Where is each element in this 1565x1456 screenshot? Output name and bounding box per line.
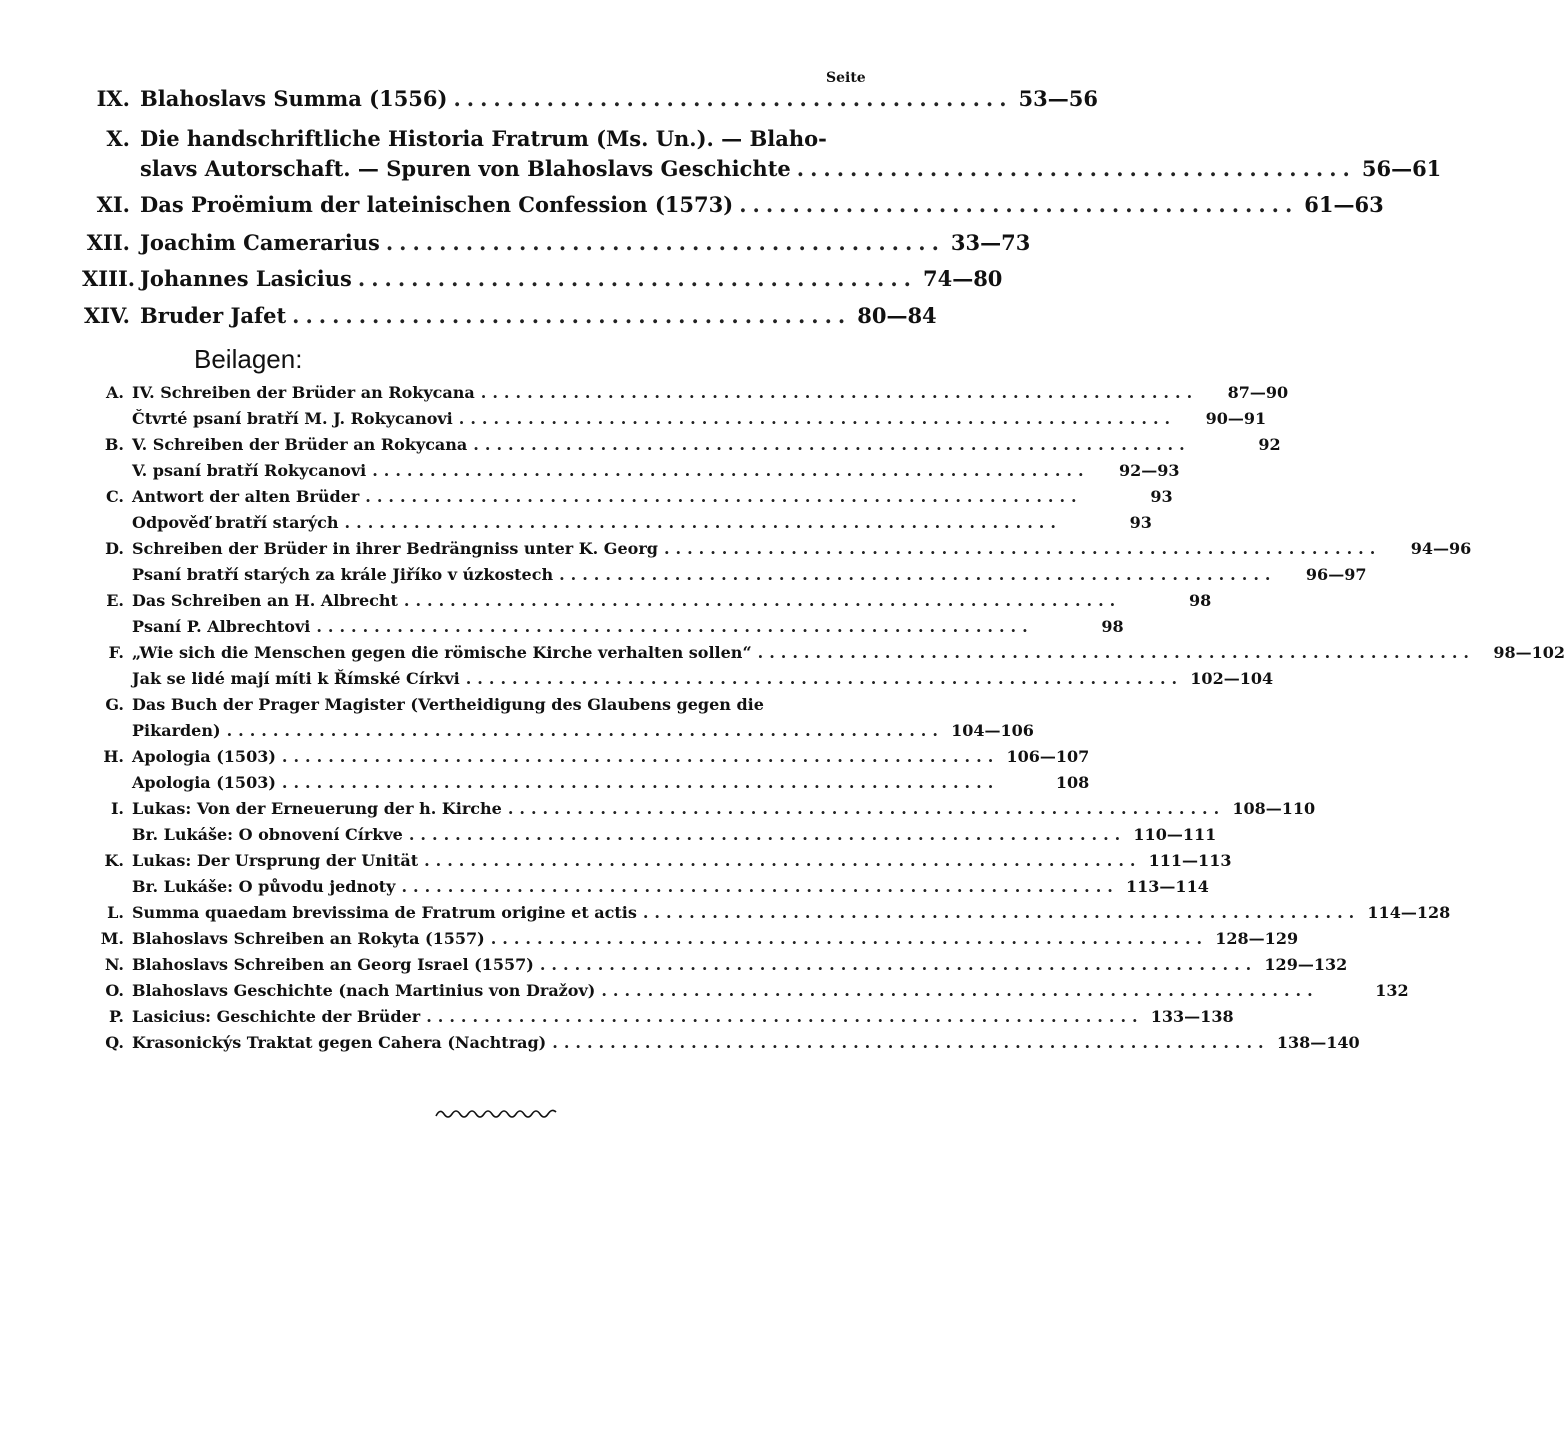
supplement-letter: P. xyxy=(109,1007,124,1026)
supplement-pages: 90—91 xyxy=(1205,409,1267,428)
leader-dots: .............................................................. xyxy=(642,903,1361,922)
supplements-heading: Beilagen: xyxy=(194,344,303,374)
leader-dots: .............................................................. xyxy=(757,643,1475,662)
supplement-row xyxy=(98,903,1451,922)
chapter-title: Die handschriftliche Historia Fratrum (Ms. Un.). — Blaho- xyxy=(140,126,827,151)
supplement-pages: 98 xyxy=(1101,617,1124,636)
supplement-row xyxy=(98,1007,1234,1026)
supplement-row xyxy=(98,461,1180,480)
supplement-row xyxy=(98,799,1316,818)
leader-dots: .............................................................. xyxy=(465,669,1184,688)
supplement-letter: C. xyxy=(105,487,124,506)
chapter-number: XI. xyxy=(96,192,130,217)
supplement-pages: 93 xyxy=(1129,513,1152,532)
supplement-pages: 128—129 xyxy=(1215,929,1299,948)
supplement-pages: 93 xyxy=(1150,487,1173,506)
supplement-row xyxy=(98,435,1281,454)
supplement-title-cont: Pikarden) xyxy=(132,721,221,740)
chapter-number: IX. xyxy=(96,86,130,111)
leader-dots: .............................................................. xyxy=(473,435,1191,454)
supplement-letter: K. xyxy=(104,851,124,870)
supplement-title: Psaní bratří starých za krále Jiříko v úzkostech xyxy=(132,565,554,584)
leader-dots: .......................................... xyxy=(796,156,1356,181)
leader-dots: .............................................................. xyxy=(226,721,944,740)
leader-dots: .............................................................. xyxy=(539,955,1258,974)
supplement-row xyxy=(98,773,1090,792)
supplement-row xyxy=(98,981,1409,1000)
leader-dots: .............................................................. xyxy=(490,929,1209,948)
supplement-row xyxy=(98,591,1212,610)
supplement-row xyxy=(98,383,1289,402)
supplement-pages: 92 xyxy=(1258,435,1281,454)
chapter-row-x xyxy=(82,126,878,151)
chapter-number: XIV. xyxy=(83,303,130,328)
supplement-pages: 98 xyxy=(1188,591,1212,610)
supplement-title: „Wie sich die Menschen gegen die römische Kirche verhalten sollen“ xyxy=(132,643,752,662)
supplement-pages: 108 xyxy=(1055,773,1090,792)
chapter-pages: 74—80 xyxy=(922,266,1003,291)
supplement-title: V. psaní bratří Rokycanovi xyxy=(132,461,367,480)
supplement-row xyxy=(98,955,1348,974)
supplement-title: IV. Schreiben der Brüder an Rokycana xyxy=(132,383,475,402)
supplement-row xyxy=(98,539,1472,558)
supplement-letter: M. xyxy=(100,929,124,948)
chapter-title: Blahoslavs Summa (1556) xyxy=(140,86,448,111)
supplement-title: Das Buch der Prager Magister (Vertheidigung des Glaubens gegen die xyxy=(132,695,764,714)
chapter-number: X. xyxy=(106,126,130,151)
chapter-pages: 33—73 xyxy=(950,230,1031,255)
leader-dots: .............................................................. xyxy=(403,591,1122,610)
chapter-row-xii xyxy=(82,230,1031,255)
supplement-row xyxy=(98,487,1173,506)
supplement-title: Apologia (1503) xyxy=(132,773,276,792)
supplement-title: V. Schreiben der Brüder an Rokycana xyxy=(132,435,468,454)
supplement-letter: I. xyxy=(110,799,124,818)
supplement-title: Psaní P. Albrechtovi xyxy=(132,617,311,636)
supplement-row xyxy=(98,409,1267,428)
supplement-pages: 106—107 xyxy=(1006,747,1090,766)
supplement-title: Blahoslavs Schreiben an Georg Israel (1557) xyxy=(132,955,534,974)
supplement-row xyxy=(98,695,878,714)
supplement-pages: 111—113 xyxy=(1148,851,1232,870)
supplement-pages: 110—111 xyxy=(1133,825,1217,844)
leader-dots: .............................................................. xyxy=(426,1007,1144,1026)
supplement-letter: L. xyxy=(107,903,124,922)
chapter-row-xiv xyxy=(82,303,937,328)
chapter-title: Das Proëmium der lateinischen Confession (1573) xyxy=(140,192,734,217)
chapter-title: Johannes Lasicius xyxy=(140,266,352,291)
supplement-row xyxy=(98,825,1217,844)
leader-dots: .......................................... xyxy=(357,266,917,291)
chapter-row-ix xyxy=(82,86,1098,111)
leader-dots: .............................................................. xyxy=(507,799,1226,818)
supplement-row xyxy=(98,1033,1360,1052)
leader-dots: .......................................... xyxy=(453,86,1013,111)
chapter-row-xi xyxy=(82,192,1384,217)
supplement-title: Lasicius: Geschichte der Brüder xyxy=(132,1007,421,1026)
supplement-title: Odpověď bratří starých xyxy=(132,513,339,532)
supplement-title: Schreiben der Brüder in ihrer Bedrängniss unter K. Georg xyxy=(132,539,658,558)
page-column-label: Seite xyxy=(826,70,866,86)
supplement-letter: N. xyxy=(104,955,124,974)
leader-dots: .............................................................. xyxy=(372,461,1090,480)
supplement-title: Blahoslavs Schreiben an Rokyta (1557) xyxy=(132,929,485,948)
leader-dots: .............................................................. xyxy=(663,539,1382,558)
supplement-row xyxy=(98,643,1565,662)
supplement-title: Čtvrté psaní bratří M. J. Rokycanovi xyxy=(132,409,453,428)
leader-dots: .......................................... xyxy=(739,192,1299,217)
supplement-pages: 132 xyxy=(1375,981,1409,1000)
wavy-ornament xyxy=(434,1106,562,1120)
supplement-title: Antwort der alten Brüder xyxy=(132,487,360,506)
supplement-title: Br. Lukáše: O obnovení Církve xyxy=(132,825,403,844)
supplement-title: Blahoslavs Geschichte (nach Martinius von Dražov) xyxy=(132,981,596,1000)
chapter-pages: 56—61 xyxy=(1361,156,1442,181)
leader-dots: .............................................................. xyxy=(480,383,1199,402)
supplement-letter: Q. xyxy=(105,1033,124,1052)
leader-dots: .............................................................. xyxy=(552,1033,1270,1052)
supplement-title: Br. Lukáše: O původu jednoty xyxy=(132,877,396,896)
supplement-title: Summa quaedam brevissima de Fratrum origine et actis xyxy=(132,903,637,922)
supplement-letter: H. xyxy=(103,747,124,766)
supplement-row xyxy=(98,851,1232,870)
leader-dots: .............................................................. xyxy=(424,851,1142,870)
chapter-pages: 61—63 xyxy=(1304,192,1384,217)
supplement-letter: A. xyxy=(106,383,124,402)
supplement-row xyxy=(98,565,1367,584)
leader-dots: .......................................... xyxy=(385,230,945,255)
supplement-letter: E. xyxy=(106,591,124,610)
leader-dots: .............................................................. xyxy=(601,981,1319,1000)
supplement-pages: 114—128 xyxy=(1367,903,1451,922)
chapter-title: Bruder Jafet xyxy=(140,303,287,328)
supplement-pages: 108—110 xyxy=(1232,799,1316,818)
supplement-pages: 113—114 xyxy=(1126,877,1209,896)
supplement-pages: 94—96 xyxy=(1410,539,1472,558)
supplement-title: Jak se lidé mají míti k Římské Církvi xyxy=(132,669,460,688)
supplement-row xyxy=(98,877,1209,896)
leader-dots: .............................................................. xyxy=(344,513,1062,532)
supplement-row xyxy=(98,669,1274,688)
leader-dots: .............................................................. xyxy=(281,773,1000,792)
supplement-title: Lukas: Von der Erneuerung der h. Kirche xyxy=(132,799,502,818)
supplement-title: Apologia (1503) xyxy=(132,747,276,766)
supplement-letter: O. xyxy=(105,981,124,1000)
chapter-pages: 53—56 xyxy=(1018,86,1098,111)
supplement-letter: D. xyxy=(105,539,124,558)
leader-dots: .............................................................. xyxy=(365,487,1083,506)
leader-dots: .............................................................. xyxy=(401,877,1119,896)
leader-dots: .............................................................. xyxy=(458,409,1177,428)
chapter-number: XII. xyxy=(86,230,130,255)
supplement-pages: 133—138 xyxy=(1150,1007,1234,1026)
supplement-row xyxy=(98,747,1090,766)
supplement-title: Lukas: Der Ursprung der Unität xyxy=(132,851,419,870)
leader-dots: .............................................................. xyxy=(281,747,1000,766)
supplement-pages: 92—93 xyxy=(1119,461,1180,480)
supplement-row xyxy=(98,617,1124,636)
supplement-letter: B. xyxy=(104,435,124,454)
chapter-number: XIII. xyxy=(82,266,136,291)
chapter-row-x-cont xyxy=(140,156,1442,181)
supplement-pages: 138—140 xyxy=(1276,1033,1360,1052)
leader-dots: .............................................................. xyxy=(316,617,1034,636)
supplement-pages: 98—102 xyxy=(1493,643,1565,662)
chapter-title: Joachim Camerarius xyxy=(140,230,380,255)
supplement-row xyxy=(98,513,1152,532)
supplement-letter: G. xyxy=(105,695,124,714)
chapter-title-cont: slavs Autorschaft. — Spuren von Blahoslavs Geschichte xyxy=(140,156,791,181)
supplement-title: Das Schreiben an H. Albrecht xyxy=(132,591,398,610)
supplement-row-cont xyxy=(132,721,1034,740)
supplement-pages: 102—104 xyxy=(1190,669,1274,688)
chapter-pages: 80—84 xyxy=(857,303,937,328)
supplement-title: Krasonickýs Traktat gegen Cahera (Nachtrag) xyxy=(132,1033,547,1052)
supplement-letter: F. xyxy=(108,643,124,662)
leader-dots: .............................................................. xyxy=(559,565,1277,584)
chapter-row-xiii xyxy=(82,266,1003,291)
leader-dots: .............................................................. xyxy=(408,825,1127,844)
supplement-pages: 104—106 xyxy=(951,721,1034,740)
supplement-row xyxy=(98,929,1299,948)
supplement-pages: 87—90 xyxy=(1227,383,1289,402)
supplement-pages: 96—97 xyxy=(1305,565,1367,584)
leader-dots: .......................................... xyxy=(292,303,852,328)
supplement-pages: 129—132 xyxy=(1264,955,1348,974)
